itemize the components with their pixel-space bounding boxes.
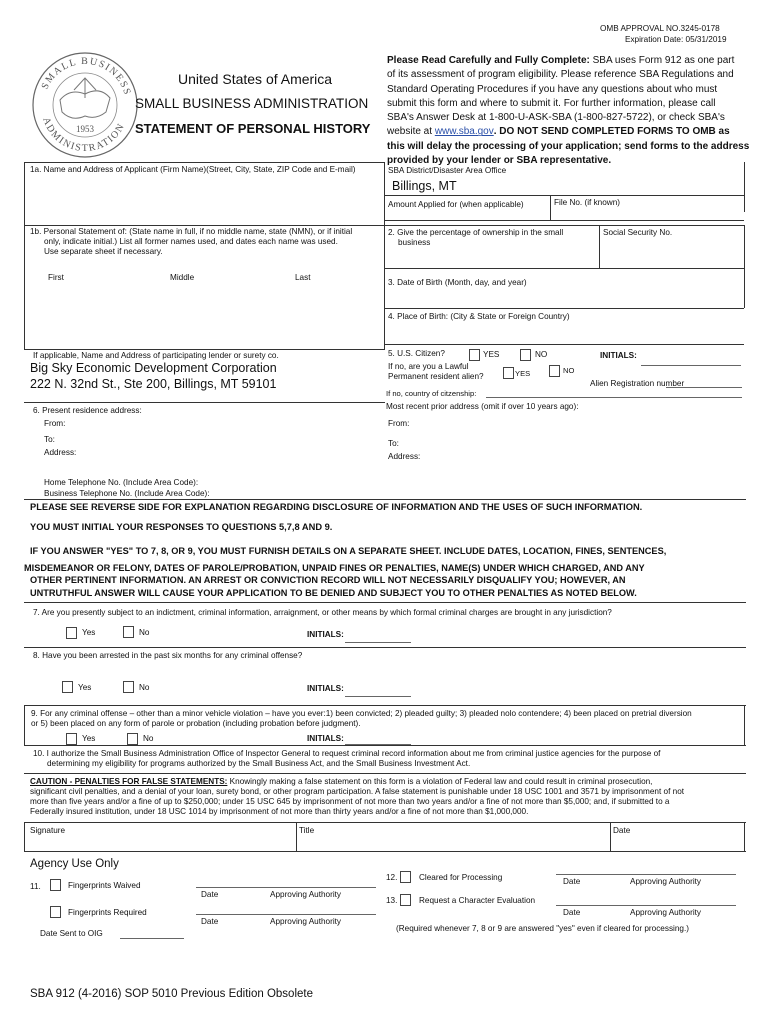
caution-lead: CAUTION - PENALTIES FOR FALSE STATEMENTS: — [30, 777, 228, 786]
omb-approval: OMB APPROVAL NO.3245-0178 — [600, 24, 720, 33]
seal-bottom-text: ADMINISTRATION — [40, 115, 128, 155]
q8-initials-field[interactable] — [345, 696, 411, 697]
seal-year: 1953 — [76, 124, 94, 134]
lender-name[interactable]: Big Sky Economic Development Corporation — [30, 361, 277, 375]
q13-note: (Required whenever 7, 8 or 9 are answered "yes" even if cleared for processing.) — [396, 924, 689, 933]
svg-text:SMALL BUSINESS — [40, 56, 133, 97]
q7-initials-field[interactable] — [345, 642, 411, 643]
lpr-yes-label: YES — [515, 369, 531, 378]
present-address-label: Address: — [44, 448, 77, 457]
q8-no-label: No — [139, 683, 150, 692]
lpr-question: If no, are you a Lawful Permanent resident alien? — [388, 362, 484, 381]
present-from-label: From: — [44, 419, 66, 428]
sign-date-label: Date — [613, 826, 631, 835]
q7-yes-checkbox[interactable] — [66, 627, 77, 639]
title-label: Title — [299, 826, 315, 835]
caution-block: CAUTION - PENALTIES FOR FALSE STATEMENTS: Knowingly making a false statement on this form is a violation of Federal law and could result in criminal prosecution, significant civil penalties, and a denial of your loan, surety bond, or other program participation. A false statement is punishable under 18 USC 1001 and 3571 by imprisonment of not more than five years and/or a fine of up to $250,000; under 15 USC 645 by imprisonment of not more than two years and/or a fine of not more than $5,000; and, if submitted to a Federally insured institution, under 18 USC 1014 by imprisonment of not more than thirty years and/or a fine of not more than $1,000,000. — [30, 777, 685, 816]
lpr-no-checkbox[interactable] — [549, 365, 560, 377]
sba-name: SMALL BUSINESS ADMINISTRATION — [135, 96, 369, 111]
middle-name-label: Middle — [170, 273, 195, 282]
amount-label: Amount Applied for (when applicable) — [388, 200, 524, 209]
signature-label: Signature — [30, 826, 66, 835]
sba-seal — [30, 50, 140, 160]
form-footer: SBA 912 (4-2016) SOP 5010 Previous Edition Obsolete — [30, 988, 313, 1000]
q12-date-label: Date — [563, 877, 581, 886]
q9-label: 9. For any criminal offense – other than a minor vehicle violation – have you ever:1) been convicted; 2) pleaded guilty; 3) pleaded nolo contendere; 4) been placed on pretrial diversion or 5) been placed on any form of parole or probation (including probation before judgment). — [31, 709, 692, 728]
alien-reg-label: Alien Registration number — [590, 379, 685, 388]
first-name-label: First — [48, 273, 64, 282]
prior-from-label: From: — [388, 419, 410, 428]
prior-to-label: To: — [388, 439, 399, 448]
q1a-label: 1a. Name and Address of Applicant (Firm Name)(Street, City, State, ZIP Code and E-mail) — [30, 165, 356, 174]
notice-block: Please Read Carefully and Fully Complete: SBA uses Form 912 as one part of its assessment of program eligibility. Please reference SBA Regulations and Standard Operating Procedures if you have any questions about who must submit this form and where to submit it. For further information, please call SBA's Answer Desk at 1-800-U-ASK-SBA (1-800-827-5722), or check SBA's website at www.sba.gov. DO NOT SEND COMPLETED FORMS TO OMB as this will delay the processing of your application; send forms to the address provided by your lender or SBA representative. — [387, 55, 750, 167]
citizen-no-label: NO — [535, 350, 548, 359]
sba-website-link[interactable]: www.sba.gov — [434, 126, 494, 138]
business-tel-label: Business Telephone No. (Include Area Code): — [44, 489, 210, 498]
q2-label: 2. Give the percentage of ownership in the small business — [388, 228, 564, 247]
q5-label: 5. U.S. Citizen? — [388, 349, 445, 358]
q12-approving-label: Approving Authority — [630, 877, 702, 886]
yes-answer-notice: IF YOU ANSWER "YES" TO 7, 8, OR 9, YOU MUST FURNISH DETAILS ON A SEPARATE SHEET. INCLUDE DATES, LOCATION, FINES, SENTENCES, — [30, 546, 667, 556]
character-evaluation-label: Request a Character Evaluation — [419, 896, 536, 905]
q9-no-checkbox[interactable] — [127, 733, 138, 745]
district-label: SBA District/Disaster Area Office — [388, 166, 507, 175]
cleared-processing-checkbox[interactable] — [400, 871, 411, 883]
district-value[interactable]: Billings, MT — [392, 179, 457, 193]
q8-no-checkbox[interactable] — [123, 681, 134, 693]
q8-initials-label: INITIALS: — [307, 684, 344, 693]
citizen-yes-label: YES — [483, 350, 500, 359]
q8-label: 8. Have you been arrested in the past six months for any criminal offense? — [33, 651, 303, 660]
q13-number: 13. — [386, 896, 398, 905]
agency-name: United States of America — [178, 71, 333, 87]
q13-approving-label: Approving Authority — [630, 908, 702, 917]
q11-required-date-label: Date — [201, 917, 219, 926]
q8-yes-label: Yes — [78, 683, 92, 692]
q7-label: 7. Are you presently subject to an indictment, criminal information, arraignment, or other means by which formal criminal charges are brought in any jurisdiction? — [33, 608, 612, 617]
fingerprints-waived-label: Fingerprints Waived — [68, 881, 141, 890]
present-to-label: To: — [44, 435, 55, 444]
q5-initials-field[interactable] — [641, 365, 741, 366]
q11-required-approving-label: Approving Authority — [270, 917, 342, 926]
cleared-processing-label: Cleared for Processing — [419, 873, 503, 882]
fingerprints-waived-checkbox[interactable] — [50, 879, 61, 891]
citizen-no-checkbox[interactable] — [520, 349, 531, 361]
q5-initials-label: INITIALS: — [600, 351, 637, 360]
q6-label: 6. Present residence address: — [33, 406, 142, 415]
date-sent-oig-field[interactable] — [120, 938, 184, 939]
q7-no-checkbox[interactable] — [123, 626, 134, 638]
q9-yes-checkbox[interactable] — [66, 733, 77, 745]
file-no-label: File No. (if known) — [554, 198, 620, 207]
citizen-yes-checkbox[interactable] — [469, 349, 480, 361]
lender-address[interactable]: 222 N. 32nd St., Ste 200, Billings, MT 59101 — [30, 377, 277, 391]
citizenship-country-field[interactable] — [486, 397, 742, 398]
q1b-label: 1b. Personal Statement of: (State name in full, if no middle name, state (NMN), or if initial only, indicate initial.) List all former names used, and dates each name was used. Use separate sheet if necessary. — [30, 227, 353, 256]
q8-yes-checkbox[interactable] — [62, 681, 73, 693]
q12-number: 12. — [386, 873, 398, 882]
q9-no-label: No — [143, 734, 154, 743]
expiration-date: Expiration Date: 05/31/2019 — [625, 35, 727, 44]
q7-no-label: No — [139, 628, 150, 637]
date-sent-oig-label: Date Sent to OIG — [40, 929, 103, 938]
q7-yes-label: Yes — [82, 628, 96, 637]
citizenship-country-label: If no, country of citzenship: — [386, 389, 477, 398]
character-evaluation-checkbox[interactable] — [400, 894, 411, 906]
q11-waived-date-label: Date — [201, 890, 219, 899]
home-tel-label: Home Telephone No. (Include Area Code): — [44, 478, 199, 487]
disclosure-notice: PLEASE SEE REVERSE SIDE FOR EXPLANATION REGARDING DISCLOSURE OF INFORMATION AND THE USES OF SUCH INFORMATION. — [30, 502, 643, 512]
last-name-label: Last — [295, 273, 311, 282]
ssn-label: Social Security No. — [603, 228, 673, 237]
form-title: STATEMENT OF PERSONAL HISTORY — [135, 121, 371, 136]
q9-initials-label: INITIALS: — [307, 734, 344, 743]
notice-lead: Please Read Carefully and Fully Complete: — [387, 55, 590, 66]
q10-label: 10. I authorize the Small Business Administration Office of Inspector General to request criminal record information about me from criminal justice agencies for the purpose of determining my eligibility for programs authorized by the Small Business Act, and the Small Business Investment Act. — [33, 749, 661, 768]
fingerprints-required-checkbox[interactable] — [50, 906, 61, 918]
seal-top-text: SMALL BUSINESS — [39, 55, 133, 98]
q13-date-label: Date — [563, 908, 581, 917]
q9-yes-label: Yes — [82, 734, 96, 743]
agency-use-heading: Agency Use Only — [30, 858, 119, 870]
q11-waived-approving-label: Approving Authority — [270, 890, 342, 899]
lpr-yes-checkbox[interactable] — [503, 367, 514, 379]
lender-label: If applicable, Name and Address of participating lender or surety co. — [33, 351, 279, 360]
initial-notice: YOU MUST INITIAL YOUR RESPONSES TO QUESTIONS 5,7,8 AND 9. — [30, 522, 333, 532]
alien-reg-field[interactable] — [666, 387, 742, 388]
lpr-no-label: NO — [563, 366, 575, 375]
fingerprints-required-label: Fingerprints Required — [68, 908, 147, 917]
q3-label: 3. Date of Birth (Month, day, and year) — [388, 278, 527, 287]
prior-address-field-label: Address: — [388, 452, 421, 461]
q4-label: 4. Place of Birth: (City & State or Foreign Country) — [388, 312, 570, 321]
prior-address-label: Most recent prior address (omit if over 10 years ago): — [386, 402, 579, 411]
q7-initials-label: INITIALS: — [307, 630, 344, 639]
q11-number: 11. — [30, 882, 41, 891]
